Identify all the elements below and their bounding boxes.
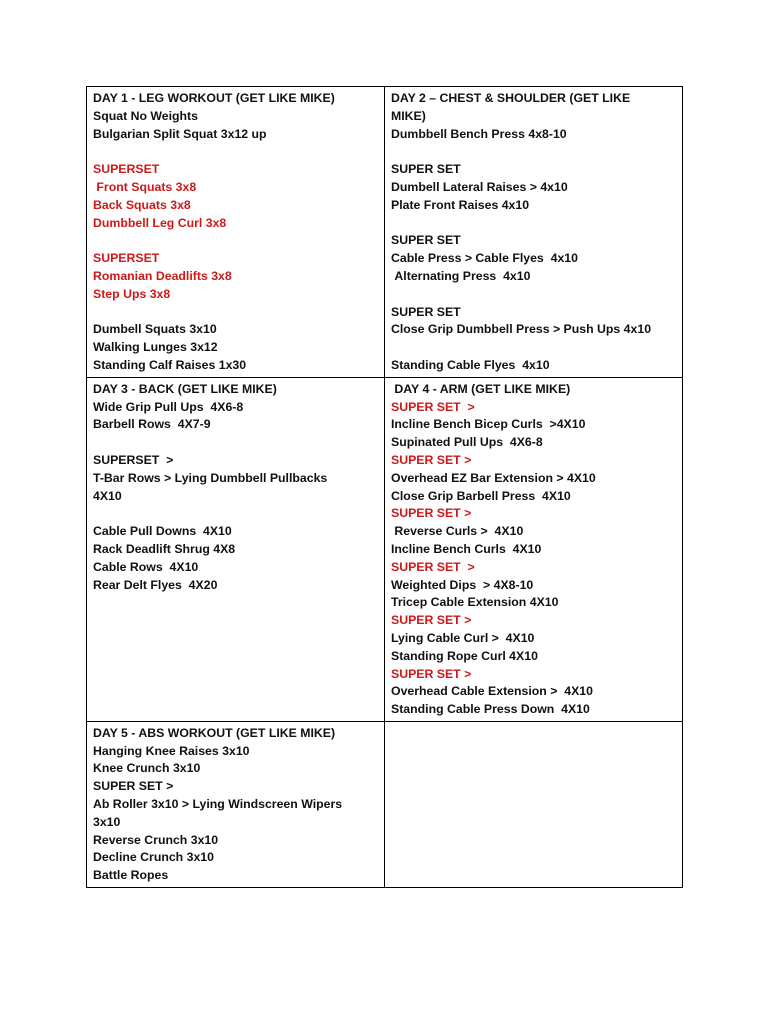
exercise-line: 3x10 xyxy=(93,814,121,829)
table-row xyxy=(87,87,683,378)
exercise-line: Knee Crunch 3x10 xyxy=(93,761,201,776)
blank-line xyxy=(391,143,676,161)
exercise-line: Back Squats 3x8 xyxy=(93,197,191,212)
exercise-line: Rack Deadlift Shrug 4X8 xyxy=(93,541,236,556)
exercise-line: Incline Bench Bicep Curls >4X10 xyxy=(391,417,586,432)
blank-line xyxy=(391,215,676,233)
blank-line xyxy=(93,434,378,452)
exercise-line: SUPERSET xyxy=(93,251,160,266)
day-heading: DAY 3 - BACK (GET LIKE MIKE) xyxy=(93,381,277,396)
blank-line xyxy=(391,286,676,304)
exercise-line: T-Bar Rows > Lying Dumbbell Pullbacks xyxy=(93,470,328,485)
exercise-line: Rear Delt Flyes 4X20 xyxy=(93,577,218,592)
exercise-line: Wide Grip Pull Ups 4X6-8 xyxy=(93,399,244,414)
exercise-line: Dumbell Lateral Raises > 4x10 xyxy=(391,179,568,194)
workout-table xyxy=(86,86,683,888)
exercise-line: Walking Lunges 3x12 xyxy=(93,340,218,355)
exercise-line: Plate Front Raises 4x10 xyxy=(391,197,530,212)
exercise-line: Decline Crunch 3x10 xyxy=(93,850,214,865)
exercise-line: Dumbbell Bench Press 4x8-10 xyxy=(391,126,567,141)
exercise-line: Standing Cable Flyes 4x10 xyxy=(391,357,550,372)
cell-empty xyxy=(385,721,683,887)
exercise-line: Incline Bench Curls 4X10 xyxy=(391,541,542,556)
blank-line xyxy=(93,304,378,322)
table-row xyxy=(87,377,683,721)
exercise-line: 4X10 xyxy=(93,488,122,503)
exercise-line: Reverse Curls > 4X10 xyxy=(391,524,524,539)
exercise-line: Romanian Deadlifts 3x8 xyxy=(93,268,232,283)
cell-day3 xyxy=(87,377,385,721)
cell-day5 xyxy=(87,721,385,887)
exercise-line: SUPER SET > xyxy=(391,666,472,681)
exercise-line: Overhead EZ Bar Extension > 4X10 xyxy=(391,470,596,485)
blank-line xyxy=(391,339,676,357)
exercise-line: MIKE) xyxy=(391,108,426,123)
exercise-line: Standing Rope Curl 4X10 xyxy=(391,648,538,663)
exercise-line: SUPER SET > xyxy=(391,399,475,414)
exercise-line: Ab Roller 3x10 > Lying Windscreen Wipers xyxy=(93,797,343,812)
exercise-line: Lying Cable Curl > 4X10 xyxy=(391,630,535,645)
exercise-line: Alternating Press 4x10 xyxy=(391,268,531,283)
exercise-line: SUPERSET xyxy=(93,162,160,177)
day-heading: DAY 1 - LEG WORKOUT (GET LIKE MIKE) xyxy=(93,91,335,105)
exercise-line: Battle Ropes xyxy=(93,868,169,883)
exercise-line: Tricep Cable Extension 4X10 xyxy=(391,595,559,610)
exercise-line: Bulgarian Split Squat 3x12 up xyxy=(93,126,267,141)
exercise-line: Cable Rows 4X10 xyxy=(93,559,199,574)
exercise-line: SUPER SET > xyxy=(391,613,472,628)
blank-line xyxy=(93,143,378,161)
exercise-line: Hanging Knee Raises 3x10 xyxy=(93,743,250,758)
exercise-line: Close Grip Barbell Press 4X10 xyxy=(391,488,571,503)
exercise-line: Close Grip Dumbbell Press > Push Ups 4x10 xyxy=(391,322,652,337)
day-heading: DAY 5 - ABS WORKOUT (GET LIKE MIKE) xyxy=(93,725,336,740)
exercise-line: SUPER SET xyxy=(391,304,461,319)
exercise-line: SUPER SET xyxy=(391,162,461,177)
exercise-line: Cable Pull Downs 4X10 xyxy=(93,524,232,539)
exercise-line: SUPER SET > xyxy=(391,506,472,521)
cell-day2 xyxy=(385,87,683,378)
table-row xyxy=(87,721,683,887)
cell-day4 xyxy=(385,377,683,721)
blank-line xyxy=(93,505,378,523)
day-heading: DAY 4 - ARM (GET LIKE MIKE) xyxy=(391,381,571,396)
exercise-line: Dumbbell Leg Curl 3x8 xyxy=(93,215,227,230)
exercise-line: Weighted Dips > 4X8-10 xyxy=(391,577,534,592)
exercise-line: SUPER SET > xyxy=(391,452,472,467)
exercise-line: Dumbell Squats 3x10 xyxy=(93,322,217,337)
blank-line xyxy=(93,232,378,250)
exercise-line: SUPER SET xyxy=(391,233,461,248)
exercise-line: Overhead Cable Extension > 4X10 xyxy=(391,684,593,699)
day-heading: DAY 2 – CHEST & SHOULDER (GET LIKE xyxy=(391,91,631,105)
cell-day1 xyxy=(87,87,385,378)
exercise-line: Barbell Rows 4X7-9 xyxy=(93,417,211,432)
exercise-line: Squat No Weights xyxy=(93,108,198,123)
exercise-line: Cable Press > Cable Flyes 4x10 xyxy=(391,251,578,266)
exercise-line: Step Ups 3x8 xyxy=(93,286,171,301)
exercise-line: SUPER SET > xyxy=(391,559,475,574)
exercise-line: Supinated Pull Ups 4X6-8 xyxy=(391,435,543,450)
exercise-line: SUPERSET > xyxy=(93,452,174,467)
exercise-line: Standing Calf Raises 1x30 xyxy=(93,357,247,372)
exercise-line: Reverse Crunch 3x10 xyxy=(93,832,219,847)
exercise-line: Standing Cable Press Down 4X10 xyxy=(391,702,590,717)
exercise-line: Front Squats 3x8 xyxy=(93,179,197,194)
exercise-line: SUPER SET > xyxy=(93,779,174,794)
